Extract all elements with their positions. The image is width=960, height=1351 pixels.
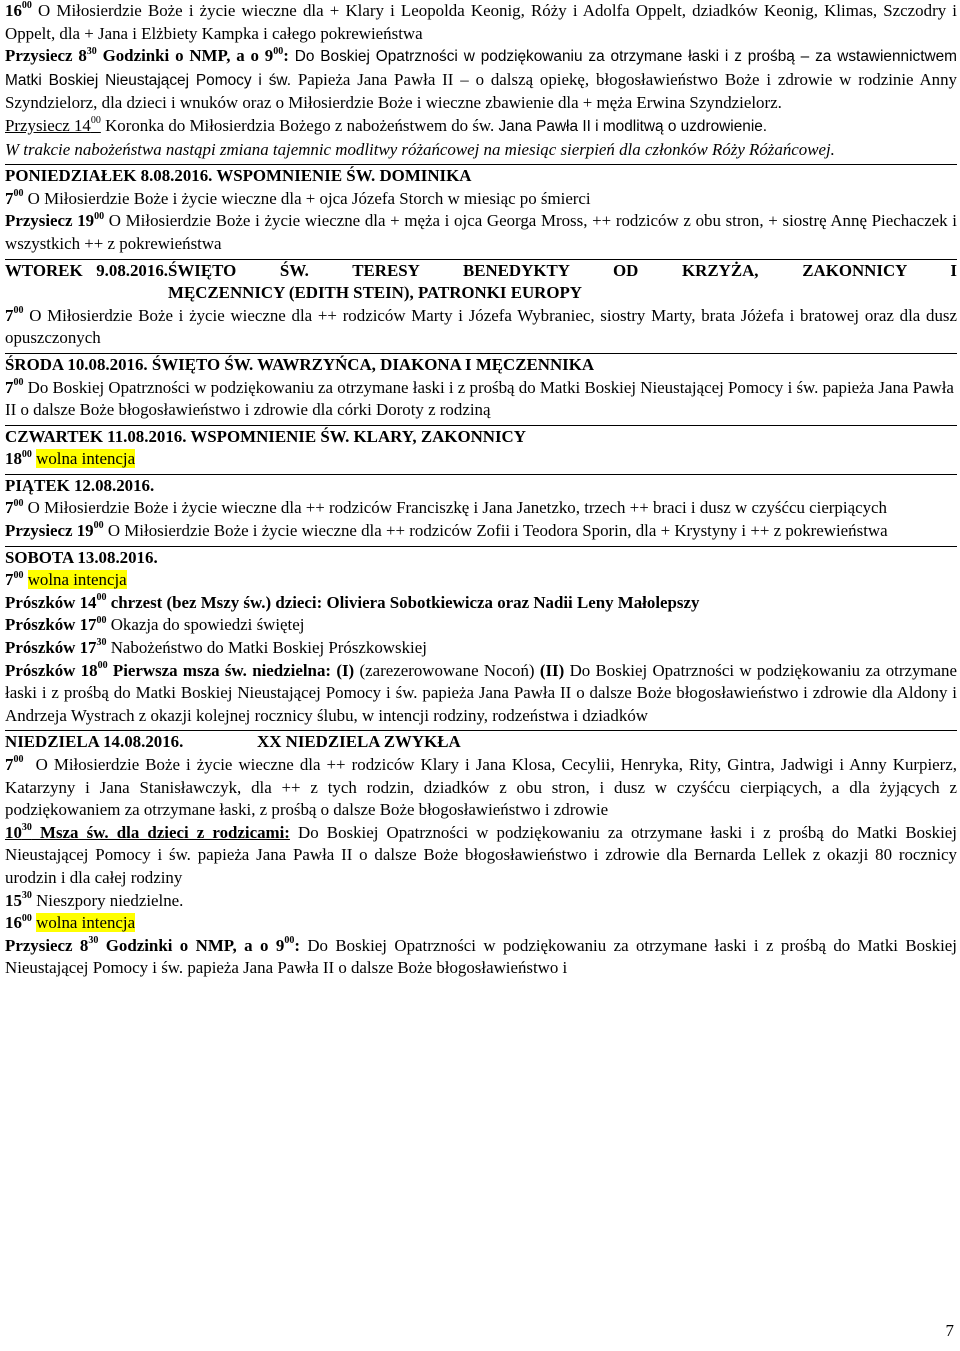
- intention-paragraph: $7^{00}$ O Miłosierdzie Boże i życie wieczne dla ++ rodziców Marty i Józefa Wybraniec, siostry Marty, brata Jóżefa i bratowej oraz dla dusz opuszczonych: [5, 305, 957, 348]
- intention-paragraph: $7^{00}$ O Miłosierdzie Boże i życie wieczne dla + ojca Józefa Storch w miesiąc po śmierci: [5, 188, 591, 208]
- intention-paragraph: ŚRODA 10.08.2016. ŚWIĘTO ŚW. WAWRZYŃCA, DIAKONA I MĘCZENNIKA: [5, 354, 595, 374]
- intention-paragraph: W trakcie nabożeństwa nastąpi zmiana tajemnic modlitwy różańcowej na miesiąc sierpień dla członków Róży Różańcowej.: [5, 139, 835, 159]
- page-number: 7: [945, 1321, 954, 1340]
- intention-paragraph: NIEDZIELA 14.08.2016. XX NIEDZIELA ZWYKŁA: [5, 732, 461, 752]
- intention-paragraph: $7^{00}$ O Miłosierdzie Boże i życie wieczne dla ++ rodziców Klary i Jana Klosa, Cecylii, Henryka, Rity, Gintra, Jadwigi i Anny Kurpierz, Katarzyny i Jana Stanisławczyk, dla ++ z tych rodzin, dziadków z obu stron, i dusz w czyśćcu cierpiących, a dla żyjących z podziękowaniem za otrzymane łaski, z prośbą o dalsze Boże błogosławieństwo i zdrowie: [5, 754, 957, 820]
- mass-intentions-list: [5, 0, 957, 980]
- intention-paragraph: Prószków $14^{00}$ chrzest (bez Mszy św.) dzieci: Oliviera Sobotkiewicza oraz Nadii Leny Małolepszy: [5, 592, 700, 612]
- intention-paragraph: Przysiecz $19^{00}$ O Miłosierdzie Boże i życie wieczne dla ++ rodziców Zofii i Teodora Sporin, dla + Krystyny i ++ z pokrewieństwa: [5, 520, 888, 541]
- intention-paragraph: $10^{30}$ Msza św. dla dzieci z rodzicami: Do Boskiej Opatrzności w podziękowaniu za otrzymane łaski i z prośbą do Matki Boskiej Nieustającej Pomocy i św. papieża Jana Pawła II o dalsze Boże błogosławieństwo i zdrowie dla Bernarda Lellek z okazji 80 rocznicy urodzin i dla całej rodziny: [5, 822, 957, 887]
- intention-paragraph: $15^{30}$ Nieszpory niedzielne.: [5, 889, 184, 910]
- bulletin-page: [5, 0, 957, 980]
- intention-paragraph: Przysiecz $8^{30}$ Godzinki o NMP, a o $9^{00}$: Do Boskiej Opatrzności w podziękowaniu za otrzymane łaski i z prośbą do Matki Boskiej Nieustającej Pomocy i św. papieża Jana Pawła II o dalsze Boże błogosławieństwo i: [5, 935, 957, 978]
- intention-paragraph: WTOREK 9.08.2016.ŚWIĘTO ŚW. TERESY BENEDYKTY OD KRZYŻA, ZAKONNICY I: [5, 260, 957, 280]
- intention-paragraph: Prószków $17^{30}$ Nabożeństwo do Matki Boskiej Prószkowskiej: [5, 637, 427, 658]
- intention-paragraph: MĘCZENNICY (EDITH STEIN), PATRONKI EUROPY: [168, 283, 583, 303]
- intention-paragraph: $7^{00}$ Do Boskiej Opatrzności w podziękowaniu za otrzymane łaski i z prośbą do Matki Boskiej Nieustającej Pomocy i św. papieża Jana Pawła II o dalsze Boże błogosławieństwo i zdrowie dla córki Doroty z rodziną: [5, 376, 954, 420]
- intention-paragraph: SOBOTA 13.08.2016.: [5, 547, 158, 567]
- intention-paragraph: Prószków $18^{00}$ Pierwsza msza św. niedzielna: (I) (zarezerowowane Nocoń) (II) Do Boskiej Opatrzności w podziękowaniu za otrzymane łaski i z prośbą do Matki Boskiej Nieustającej Pomocy i św. papieża Jana Pawła II o dalsze Boże błogosławieństwo i zdrowie dla Aldony i Andrzeja Wystrach z okazji kolejnej rocznicy ślubu, w intencji rodziny, rodzeństwa i dziadków: [5, 660, 957, 725]
- intention-paragraph: PIĄTEK 12.08.2016.: [5, 475, 155, 495]
- intention-paragraph: CZWARTEK 11.08.2016. WSPOMNIENIE ŚW. KLARY, ZAKONNICY: [5, 426, 526, 446]
- intention-paragraph: Przysiecz $8^{30}$ Godzinki o NMP, a o $9^{00}$: Do Boskiej Opatrzności w podziękowaniu za otrzymane łaski i z prośbą – za wstawiennictwem Matki Boskiej Nieustającej Pomocy i św. Papieża Jana Pawła II – o dalszą opiekę, błogosławieństwo Boże i zdrowie w rodzinie Anny Szyndzielorz, dla dzieci i wnuków oraz o Miłosierdzie Boże i wieczne zbawienie dla + męża Erwina Szyndzielorz.: [5, 45, 957, 113]
- intention-paragraph: $18^{00}$ wolna intencja: [5, 448, 136, 469]
- intention-paragraph: Przysiecz $14^{00}$ Koronka do Miłosierdzia Bożego z nabożeństwem do św. Jana Pawła II i modlitwą o uzdrowienie.: [5, 115, 768, 135]
- intention-paragraph: PONIEDZIAŁEK 8.08.2016. WSPOMNIENIE ŚW. DOMINIKA: [5, 166, 472, 186]
- intention-paragraph: Przysiecz $19^{00}$ O Miłosierdzie Boże i życie wieczne dla + męża i ojca Georga Mross, ++ rodziców z obu stron, + siostrę Annę Piechaczek i wszystkich ++ z pokrewieństwa: [5, 210, 957, 253]
- intention-paragraph: Prószków $17^{00}$ Okazja do spowiedzi świętej: [5, 614, 305, 635]
- intention-paragraph: $7^{00}$ wolna intencja: [5, 569, 127, 590]
- intention-paragraph: $16^{00}$ wolna intencja: [5, 912, 136, 933]
- intention-paragraph: $7^{00}$ O Miłosierdzie Boże i życie wieczne dla ++ rodziców Franciszkę i Jana Janetzko, trzech ++ braci i dusz w czyśćcu cierpiących: [5, 497, 887, 518]
- intention-paragraph: $16^{00}$ O Miłosierdzie Boże i życie wieczne dla + Klary i Leopolda Keonig, Róży i Adolfa Oppelt, dziadków Keonig, Klimas, Szczodry i Oppelt, dla + Jana i Elżbiety Kampka i całego pokrewieństwa: [5, 0, 957, 43]
